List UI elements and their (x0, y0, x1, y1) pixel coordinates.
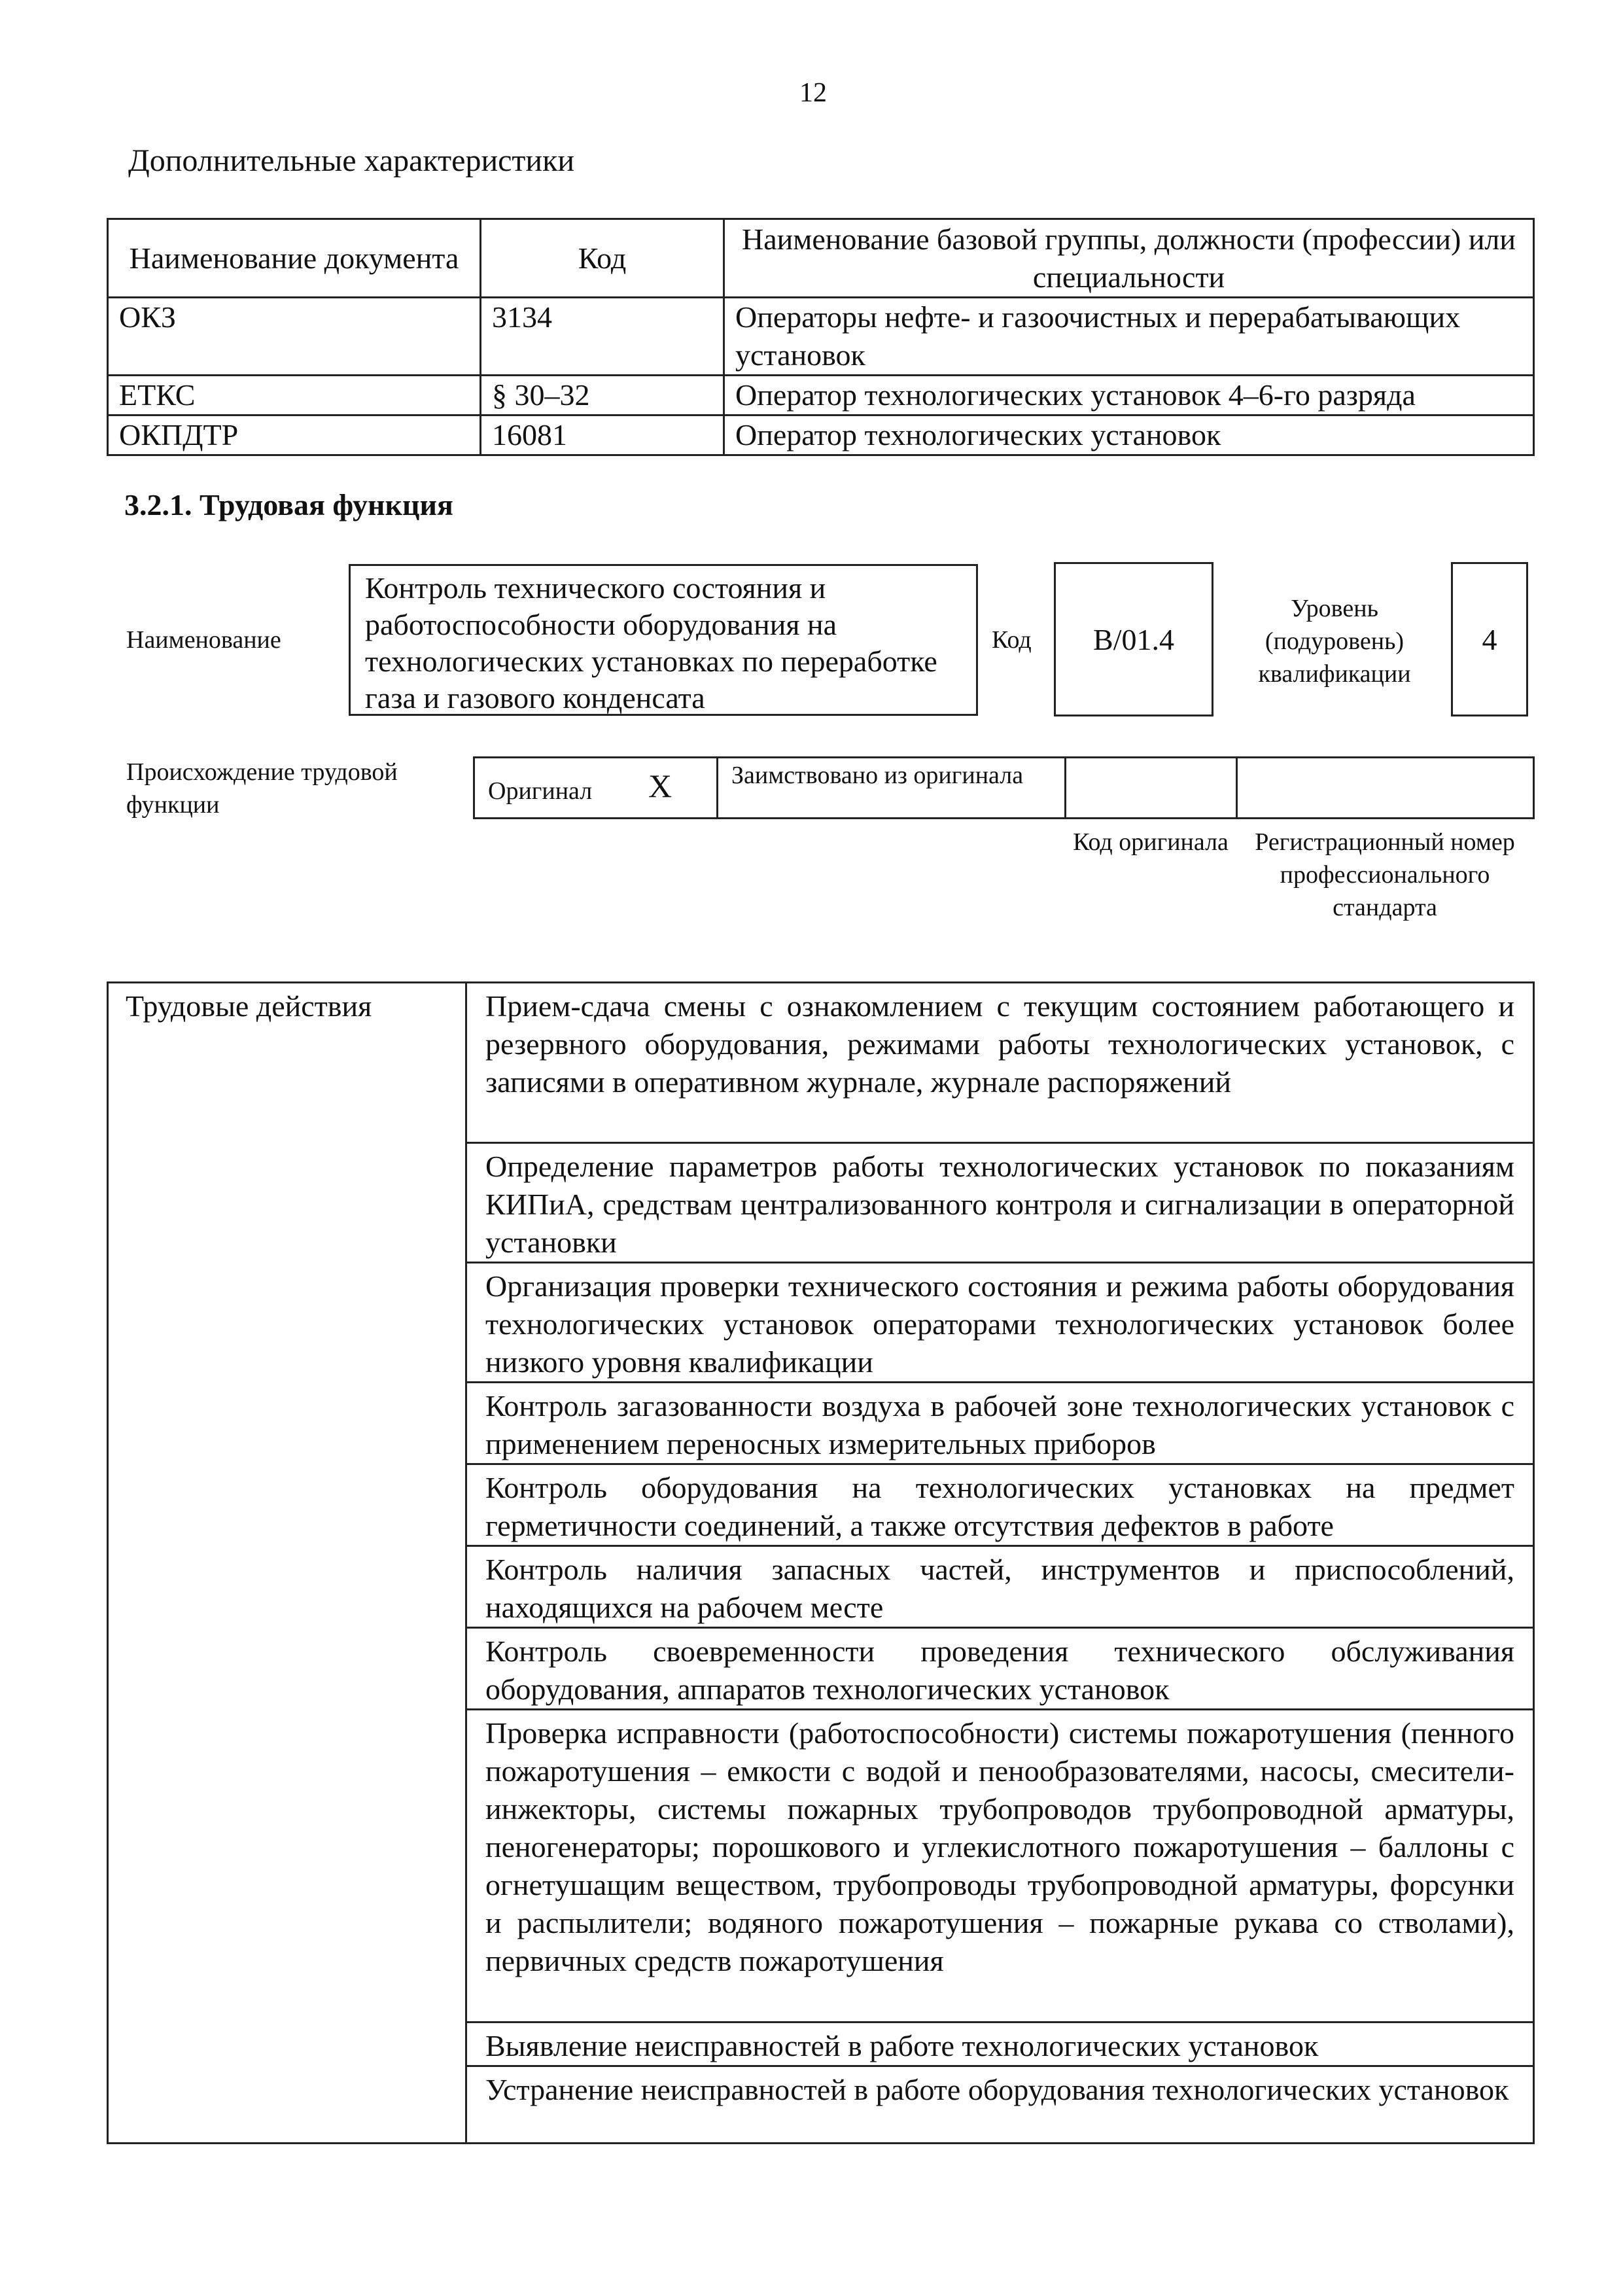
action-item: Контроль своевременности проведения технического обслуживания оборудования, аппаратов технологических установок (466, 1628, 1534, 1710)
row-doc: ЕТКС (108, 376, 481, 415)
action-item: Контроль наличия запасных частей, инструментов и приспособлений, находящихся на рабочем месте (466, 1546, 1534, 1628)
table-row (108, 415, 1534, 455)
row-code: § 30–32 (481, 376, 724, 415)
function-heading: 3.2.1. Трудовая функция (124, 488, 453, 521)
level-label: Уровень (подуровень) квалификации (1258, 595, 1411, 688)
action-item: Прием-сдача смены с ознакомлением с текущим состоянием работающего и резервного оборудования, режимами работы технологических установок, с записями в оперативном журнале, журнале распоряжений (466, 983, 1534, 1143)
origin-original-cell (474, 758, 718, 819)
function-name-box (349, 564, 978, 716)
action-item: Определение параметров работы технологических установок по показаниям КИПиА, средствам централизованного контроля и сигнализации в операторной установки (466, 1143, 1534, 1263)
table-row (108, 376, 1534, 415)
origin-reg-cell (1237, 758, 1534, 819)
action-item: Выявление неисправностей в работе технологических установок (466, 2022, 1534, 2066)
action-item: Проверка исправности (работоспособности) системы пожаротушения (пенного пожаротушения – емкости с водой и пенообразователями, насосы, смесители-инжекторы, системы пожарных трубопроводов трубопроводной арматуры, пеногенераторы; порошкового и углекислотного пожаротушения – баллоны с огнетушащим веществом, трубопроводы трубопроводной арматуры, форсунки и распылители; водяного пожаротушения – пожарные рукава со стволами), первичных средств пожаротушения (466, 1710, 1534, 2022)
row-code: 16081 (481, 415, 724, 455)
code-label: Код (992, 626, 1032, 654)
header-name: Наименование базовой группы, должности (профессии) или специальности (724, 219, 1534, 298)
original-mark: X (648, 768, 672, 804)
function-level-value: 4 (1482, 622, 1497, 656)
row-name: Оператор технологических установок (724, 415, 1534, 455)
origin-table (473, 756, 1535, 819)
action-item: Организация проверки технического состояния и режима работы оборудования технологических установок операторами технологических установок более низкого уровня квалификации (466, 1263, 1534, 1383)
function-code-value: B/01.4 (1093, 622, 1174, 656)
page-number: 12 (799, 78, 827, 108)
characteristics-table (107, 218, 1535, 456)
table-header-row (108, 219, 1534, 298)
section-title: Дополнительные характеристики (128, 143, 575, 178)
table-row (108, 298, 1534, 376)
function-level-box (1451, 562, 1528, 716)
header-doc: Наименование документа (108, 219, 481, 298)
header-code: Код (481, 219, 724, 298)
labor-actions-table (107, 981, 1535, 2144)
action-item: Контроль загазованности воздуха в рабочей зоне технологических установок с применением переносных измерительных приборов (466, 1383, 1534, 1464)
origin-code-cell (1066, 758, 1237, 819)
action-item: Устранение неисправностей в работе оборудования технологических установок (466, 2066, 1534, 2144)
row-code: 3134 (481, 298, 724, 376)
origin-borrowed-cell (718, 758, 1066, 819)
row-name: Оператор технологических установок 4–6-го разряда (724, 376, 1534, 415)
action-item: Контроль оборудования на технологических установках на предмет герметичности соединений, а также отсутствия дефектов в работе (466, 1464, 1534, 1546)
function-name-value: Контроль технического состояния и работоспособности оборудования на технологических установках по переработке газа и газового конденсата (365, 571, 937, 715)
row-doc: ОКПДТР (108, 415, 481, 455)
original-label: Оригинал (488, 777, 593, 805)
row-name: Операторы нефте- и газоочистных и перерабатывающих установок (724, 298, 1534, 376)
name-label: Наименование (126, 626, 281, 654)
origin-label: Происхождение трудовой функции (126, 758, 398, 819)
function-code-box (1054, 562, 1213, 716)
labor-actions-label: Трудовые действия (108, 983, 466, 2144)
borrowed-label: Заимствовано из оригинала (731, 762, 1024, 789)
reg-number-caption: Регистрационный номер профессионального стандарта (1255, 828, 1515, 921)
code-original-caption: Код оригинала (1073, 828, 1229, 856)
row-doc: ОКЗ (108, 298, 481, 376)
